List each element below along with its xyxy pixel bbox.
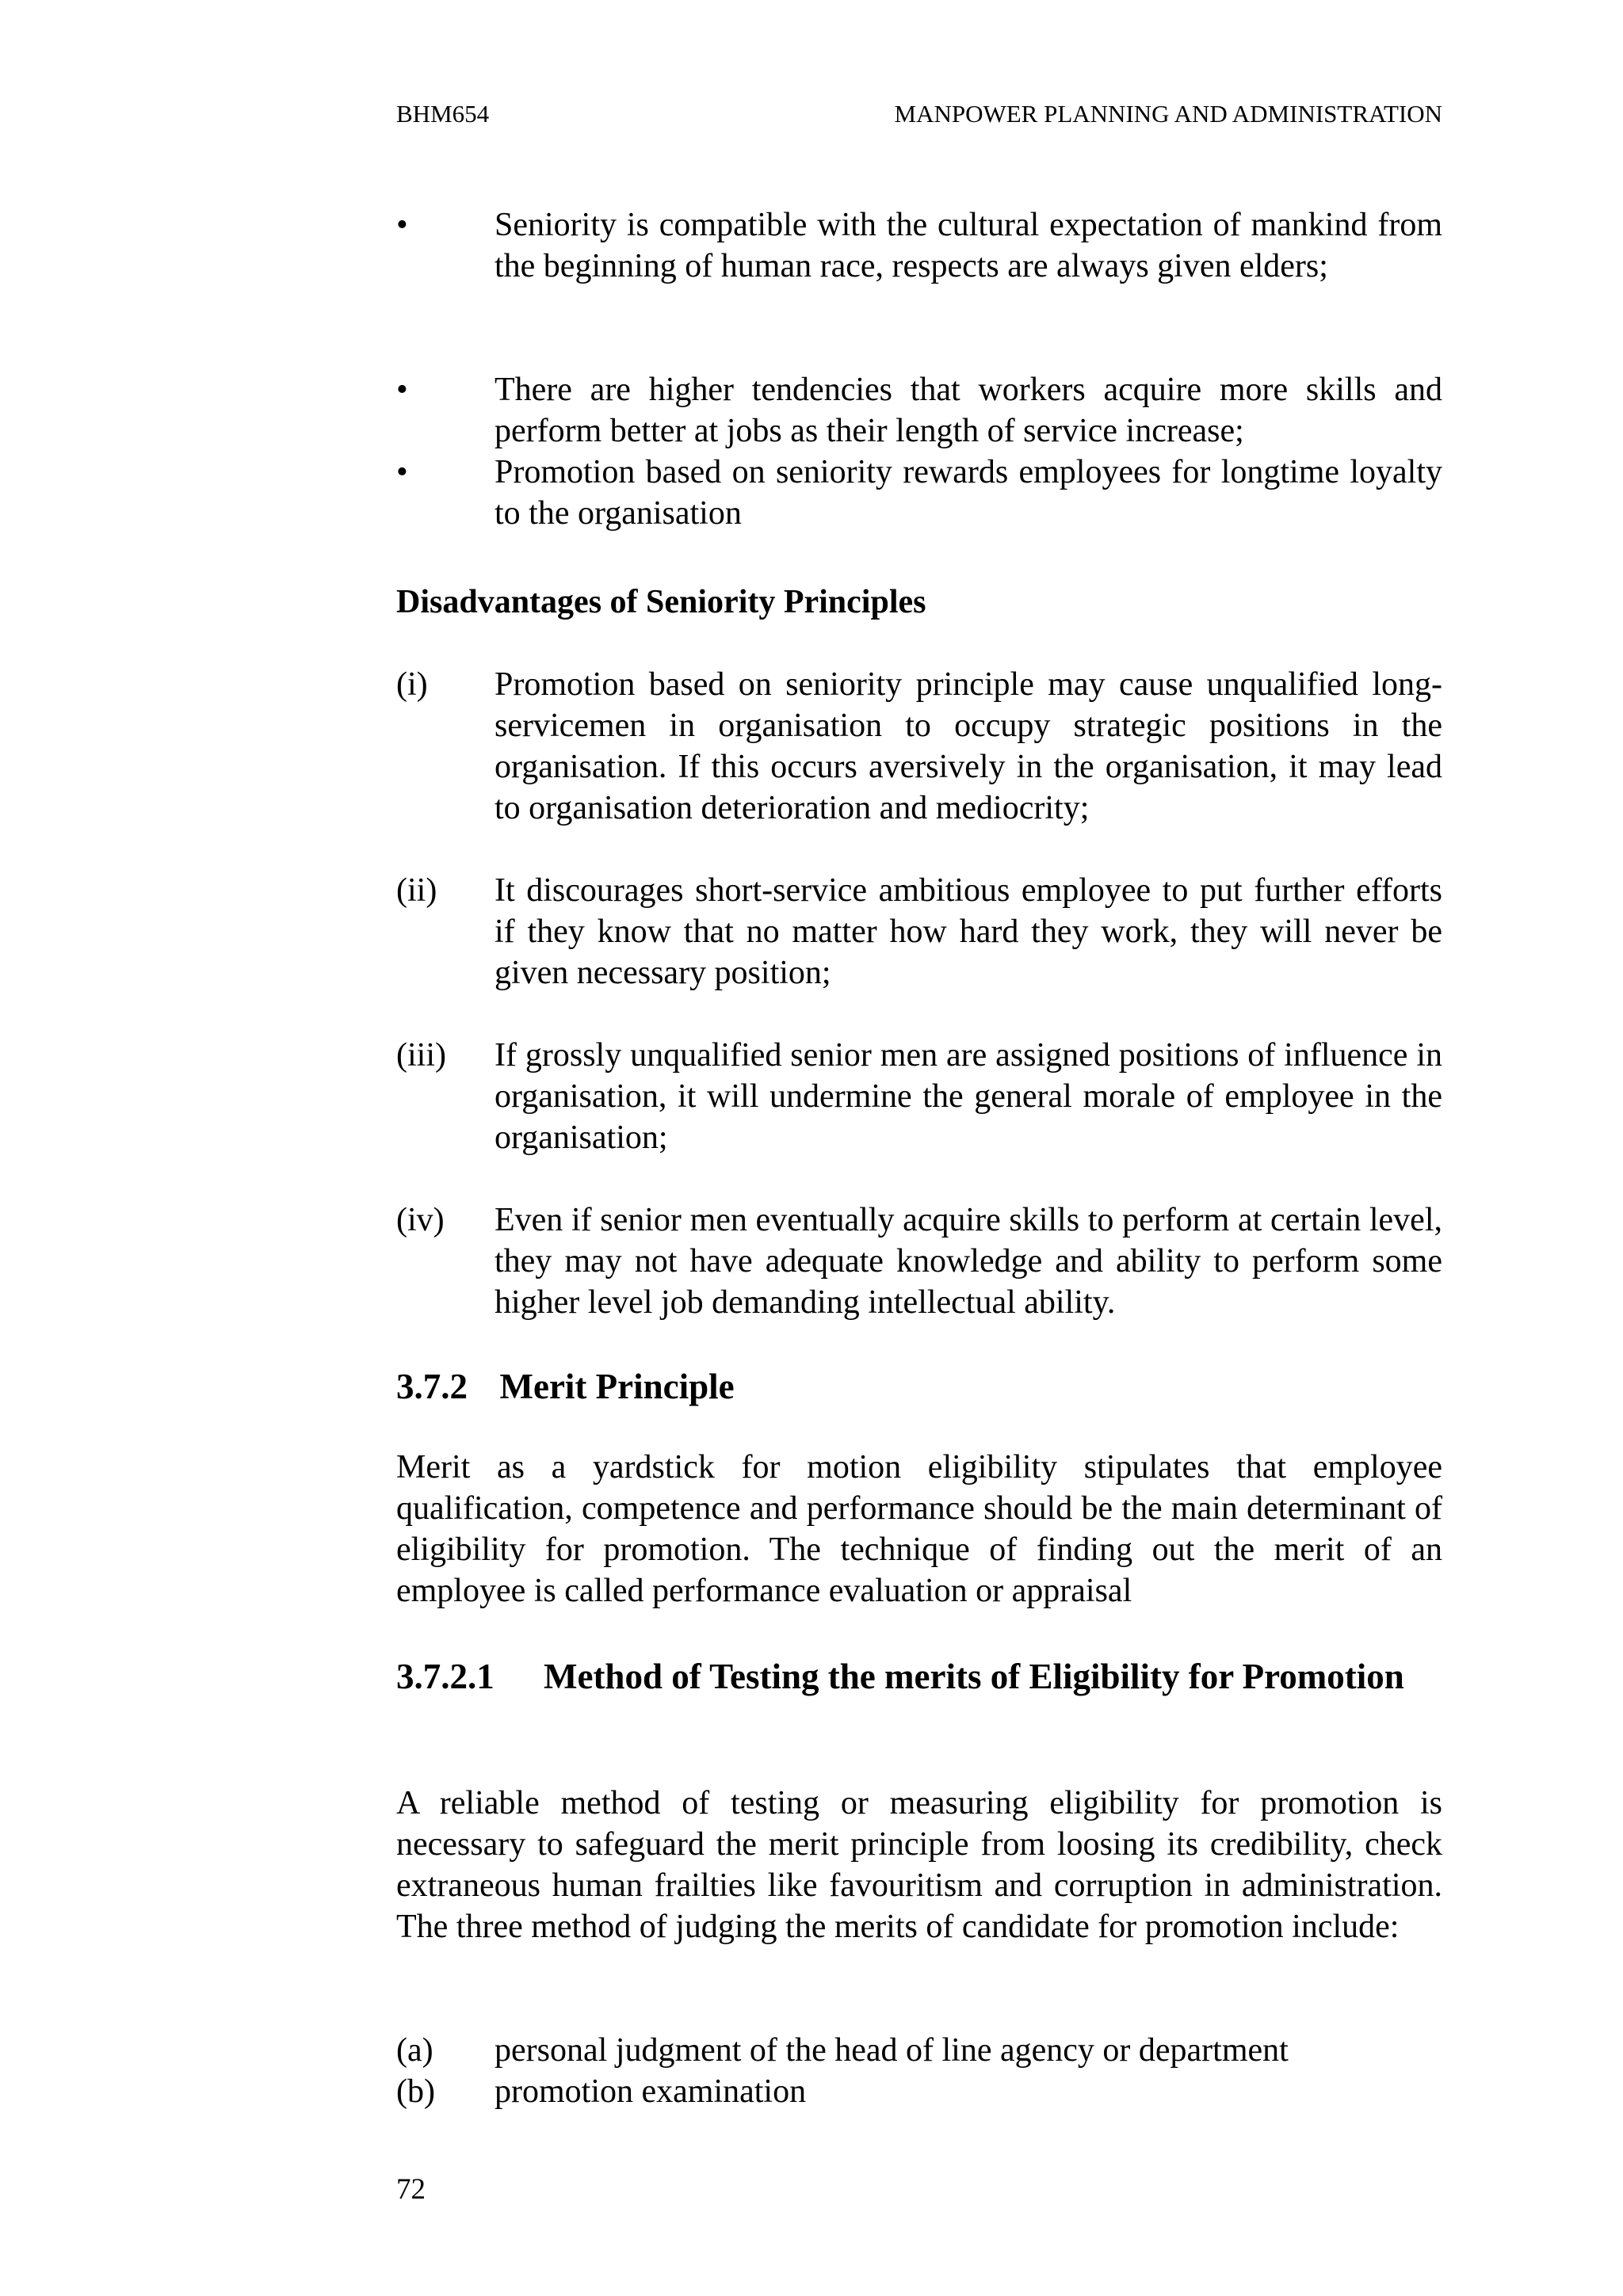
- list-marker: (i): [396, 666, 428, 703]
- list-item: [396, 870, 1442, 994]
- list-marker: (iii): [396, 1037, 446, 1074]
- list-item: [396, 2071, 1442, 2112]
- list-marker: (a): [396, 2032, 433, 2069]
- bullet-text: Seniority is compatible with the cultural expectation of mankind from the beginning of human race, respects are always given elders;: [495, 207, 1442, 284]
- list-marker: (b): [396, 2073, 435, 2110]
- page-number: 72: [396, 2173, 426, 2206]
- list-item: [396, 1035, 1442, 1158]
- method-paragraph: A reliable method of testing or measuring eligibility for promotion is necessary to safeguard the merit principle from loosing its credibility, check extraneous human frailties like favouritism and corruption in administration. The three method of judging the merits of candidate for promotion include:: [396, 1785, 1442, 1945]
- disadvantages-heading: Disadvantages of Seniority Principles: [396, 584, 926, 620]
- bullet-item: [396, 369, 1442, 452]
- course-code: BHM654: [396, 100, 490, 128]
- bullet-item: [396, 204, 1442, 287]
- list-item-text: It discourages short-service ambitious employee to put further efforts if they know that no matter how hard they work, they will never be given necessary position;: [495, 872, 1442, 991]
- list-item-text: Promotion based on seniority principle may cause unqualified long-servicemen in organisation to occupy strategic positions in the organisation. If this occurs aversively in the organisation, it may lead to organisation deterioration and mediocrity;: [495, 666, 1442, 826]
- bullet-text: Promotion based on seniority rewards employees for longtime loyalty to the organisation: [495, 454, 1442, 532]
- subsection-number: 3.7.2.1: [396, 1657, 495, 1696]
- section-title: Merit Principle: [499, 1367, 735, 1406]
- subsection-title: Method of Testing the merits of Eligibility for Promotion: [544, 1657, 1404, 1696]
- section-heading: [396, 1364, 735, 1409]
- subsection-heading: [396, 1654, 1442, 1699]
- bullet-icon: •: [396, 372, 408, 408]
- course-title: MANPOWER PLANNING AND ADMINISTRATION: [894, 100, 1442, 128]
- bullet-icon: •: [396, 207, 408, 243]
- list-item: [396, 664, 1442, 829]
- list-item: [396, 1199, 1442, 1323]
- list-item-text: If grossly unqualified senior men are assigned positions of influence in organisation, it will undermine the general morale of employee in the organisation;: [495, 1037, 1442, 1156]
- list-item-text: promotion examination: [495, 2073, 807, 2110]
- list-item: [396, 2030, 1442, 2071]
- section-number: 3.7.2: [396, 1367, 468, 1406]
- bullet-text: There are higher tendencies that workers acquire more skills and perform better at jobs as their length of service increase;: [495, 372, 1442, 449]
- list-marker: (ii): [396, 872, 437, 909]
- bullet-item: [396, 452, 1442, 534]
- list-item-text: personal judgment of the head of line agency or department: [495, 2032, 1289, 2069]
- list-marker: (iv): [396, 1202, 445, 1238]
- list-item-text: Even if senior men eventually acquire skills to perform at certain level, they may not have adequate knowledge and ability to perform some higher level job demanding intellectual ability.: [495, 1202, 1442, 1321]
- merit-paragraph: Merit as a yardstick for motion eligibility stipulates that employee qualification, competence and performance should be the main determinant of eligibility for promotion. The technique of finding out the merit of an employee is called performance evaluation or appraisal: [396, 1449, 1442, 1609]
- bullet-icon: •: [396, 454, 408, 490]
